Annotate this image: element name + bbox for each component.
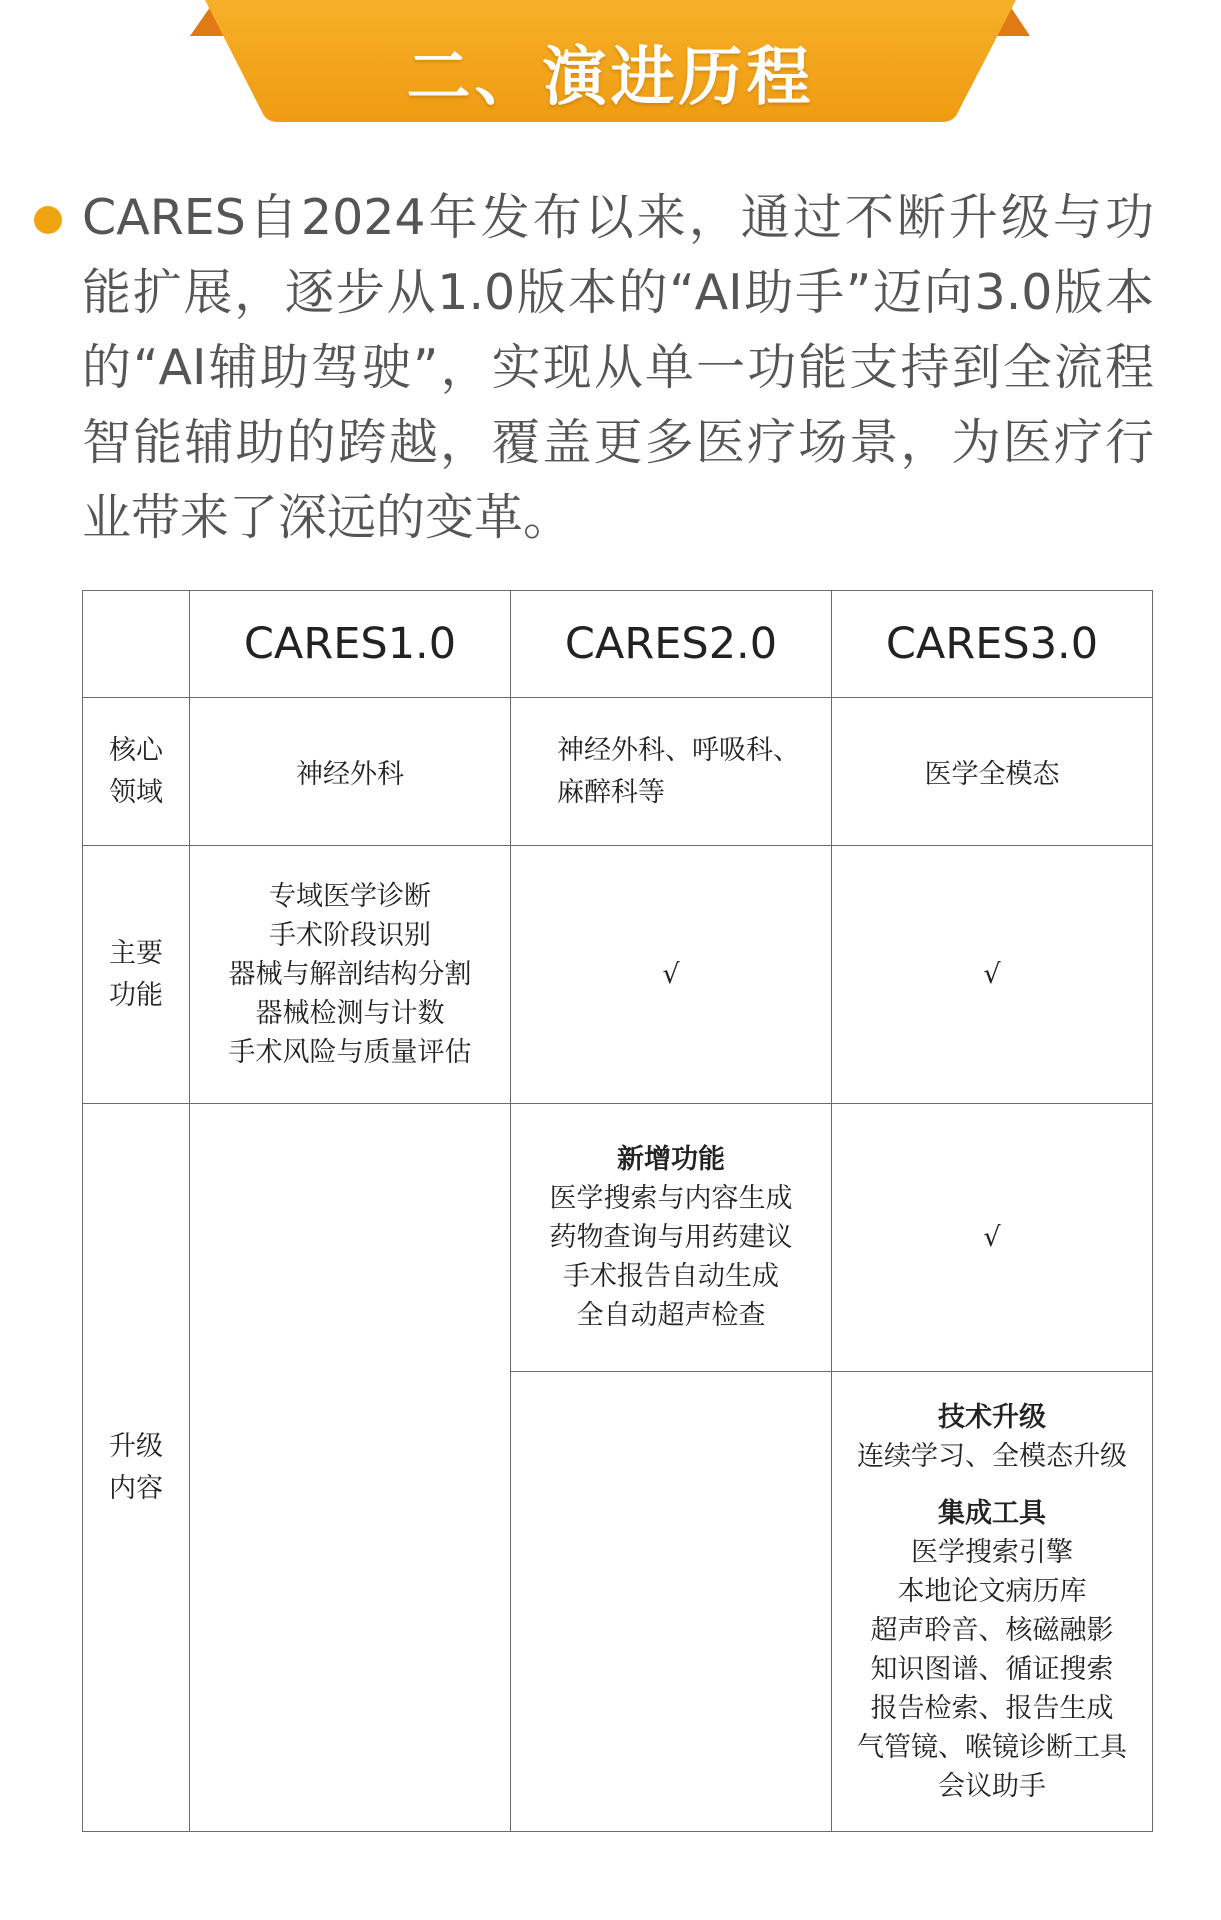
list-item: 会议助手: [938, 1770, 1046, 1802]
upgrade-v3-details: [832, 1372, 1153, 1832]
list-item: 医学搜索与内容生成: [549, 1183, 793, 1214]
main-functions-v2-check: √: [511, 846, 832, 1104]
version-comparison-table: [82, 590, 1153, 1832]
header-cares-3: CARES3.0: [832, 591, 1153, 698]
core-domain-v1: 神经外科: [190, 698, 511, 846]
row-label-line: 主要: [109, 937, 163, 969]
integrated-tools-title: 集成工具: [938, 1497, 1046, 1529]
core-domain-v3: 医学全模态: [832, 698, 1153, 846]
table-row-upgrade-a: [83, 1104, 1153, 1372]
list-item: 药物查询与用药建议: [549, 1222, 793, 1253]
list-item: 连续学习、全模态升级: [857, 1440, 1127, 1472]
list-item: 手术报告自动生成: [563, 1261, 779, 1292]
list-item: 知识图谱、循证搜索: [870, 1653, 1114, 1685]
row-label-main-functions: [83, 846, 190, 1104]
list-item: 本地论文病历库: [897, 1575, 1087, 1607]
list-item: 气管镜、喉镜诊断工具: [857, 1731, 1127, 1763]
upgrade-v2-new-features: [511, 1104, 832, 1372]
main-functions-v3-check: √: [832, 846, 1153, 1104]
row-label-line: 领域: [109, 776, 163, 808]
header-cares-2: CARES2.0: [511, 591, 832, 698]
section-banner: [0, 0, 1221, 135]
table-row-core-domain: [83, 698, 1153, 846]
row-label-core-domain: [83, 698, 190, 846]
list-item: 医学搜索引擎: [911, 1536, 1073, 1568]
list-item: 器械检测与计数: [255, 998, 445, 1029]
cell-line: 麻醉科等: [557, 776, 665, 808]
core-domain-v2: [511, 698, 832, 846]
intro-section: [34, 180, 1154, 555]
list-item: 全自动超声检查: [576, 1300, 766, 1331]
spacer: [832, 1476, 1152, 1494]
intro-paragraph: CARES自2024年发布以来，通过不断升级与功能扩展，逐步从1.0版本的“AI助手”迈向3.0版本的“AI辅助驾驶”，实现从单一功能支持到全流程智能辅助的跨越，覆盖更多医疗场景，为医疗行业带来了深远的变革。: [82, 189, 1154, 546]
list-item: 手术阶段识别: [269, 920, 431, 951]
section-title: 二、演进历程: [406, 41, 815, 115]
row-label-line: 升级: [109, 1430, 163, 1462]
new-features-title: 新增功能: [617, 1144, 725, 1175]
list-item: 专域医学诊断: [269, 881, 431, 912]
row-label-upgrade: [83, 1104, 190, 1832]
row-label-line: 功能: [109, 979, 163, 1011]
main-functions-v1: [190, 846, 511, 1104]
tech-upgrade-title: 技术升级: [938, 1401, 1046, 1433]
row-label-line: 核心: [109, 734, 163, 766]
header-cares-1: CARES1.0: [190, 591, 511, 698]
header-empty-cell: [83, 591, 190, 698]
list-item: 器械与解剖结构分割: [228, 959, 472, 990]
upgrade-v1-empty: [190, 1104, 511, 1832]
table-header-row: [83, 591, 1153, 698]
list-item: 手术风险与质量评估: [228, 1037, 472, 1068]
cell-line: 神经外科、呼吸科、: [557, 734, 800, 766]
upgrade-v3-check: √: [832, 1104, 1153, 1372]
list-item: 超声聆音、核磁融影: [870, 1614, 1114, 1646]
list-item: 报告检索、报告生成: [870, 1692, 1114, 1724]
table-row-main-functions: [83, 846, 1153, 1104]
row-label-line: 内容: [109, 1472, 163, 1504]
upgrade-v2-empty: [511, 1372, 832, 1832]
bullet-dot-icon: [34, 206, 62, 234]
